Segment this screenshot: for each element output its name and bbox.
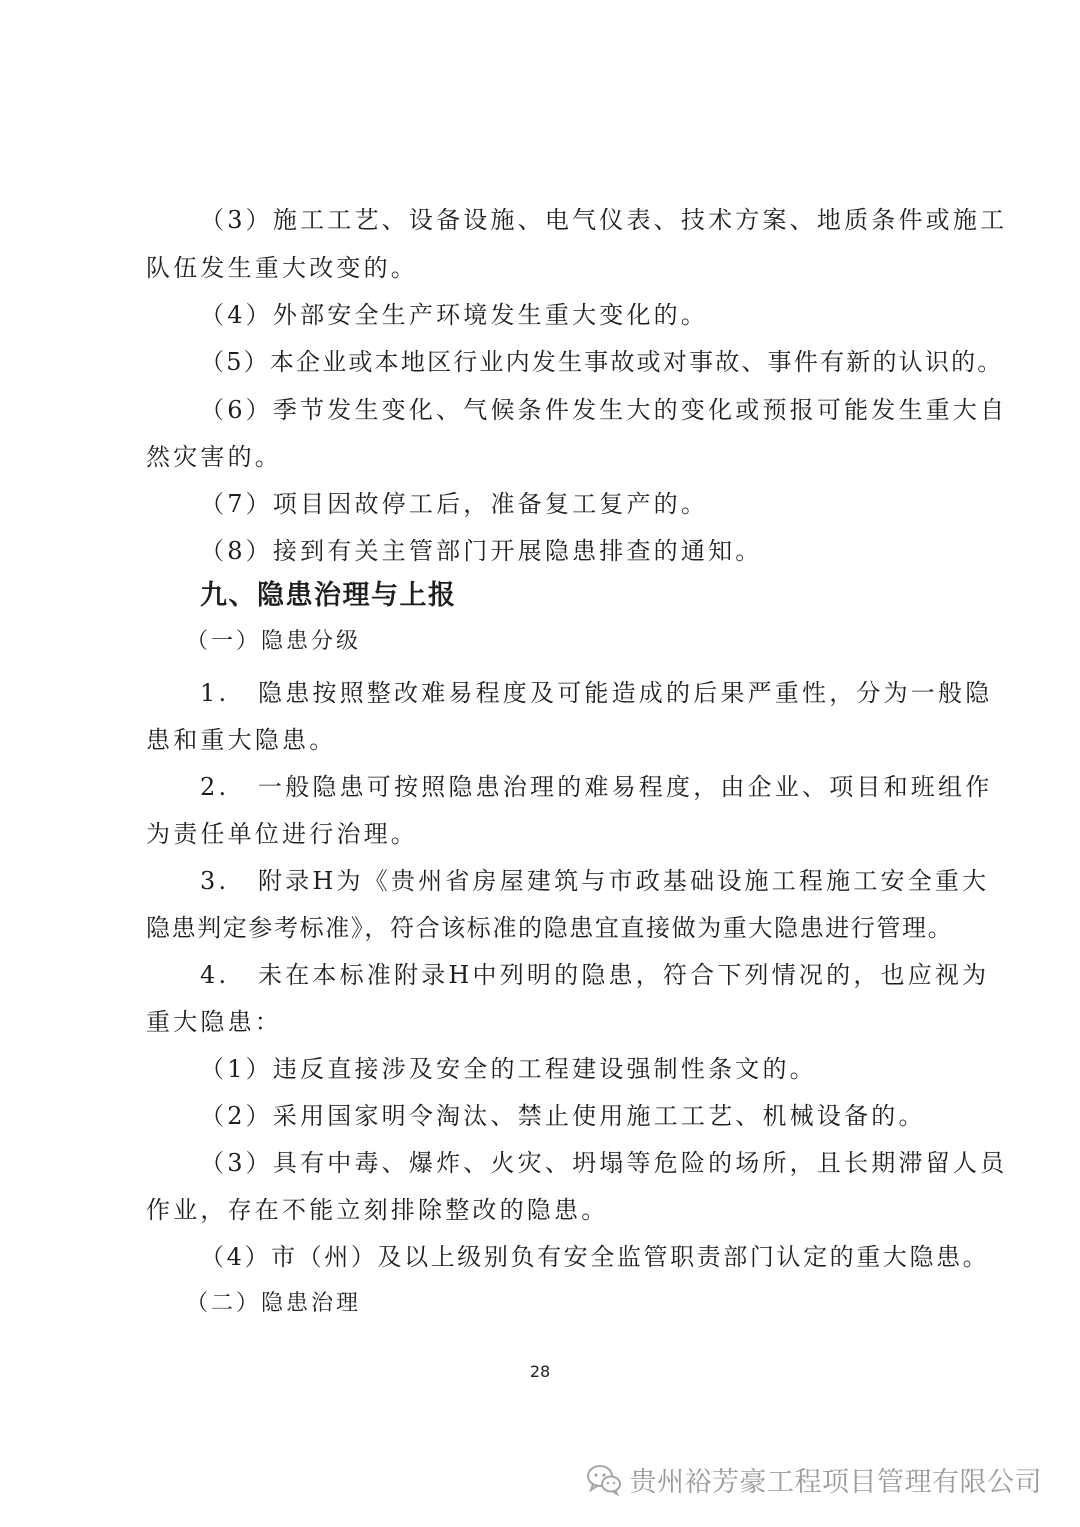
- page-number: 28: [529, 1362, 551, 1381]
- item-number: 4.: [200, 961, 230, 989]
- item-number: 3.: [200, 867, 230, 895]
- watermark: [586, 1460, 1043, 1499]
- item-number: 1.: [200, 679, 230, 707]
- paragraph-line: （3）具有中毒、爆炸、火灾、坍塌等危险的场所，且长期滞留人员: [200, 1149, 1008, 1177]
- paragraph-line: 队伍发生重大改变的。: [146, 254, 418, 282]
- paragraph-line: （4）市（州）及以上级别负有安全监管职责部门认定的重大隐患。: [200, 1243, 990, 1271]
- paragraph-line: （2）采用国家明令淘汰、禁止使用施工工艺、机械设备的。: [200, 1102, 926, 1130]
- list-item: [200, 958, 990, 992]
- paragraph-line: 为责任单位进行治理。: [146, 820, 418, 848]
- paragraph-line: 重大隐患：: [146, 1008, 282, 1036]
- watermark-text: 贵州裕芳豪工程项目管理有限公司: [629, 1467, 1042, 1498]
- list-item: [200, 676, 993, 710]
- paragraph-line: （3）施工工艺、设备设施、电气仪表、技术方案、地质条件或施工: [200, 206, 1008, 234]
- wechat-icon: [586, 1464, 622, 1496]
- item-text: 附录H为《贵州省房屋建筑与市政基础设施工程施工安全重大: [258, 867, 990, 895]
- item-number: 2.: [200, 773, 230, 801]
- paragraph-line: 然灾害的。: [146, 443, 282, 471]
- list-item: [200, 864, 990, 898]
- subsection-heading: （二）隐患治理: [186, 1291, 362, 1316]
- paragraph-line: 作业，存在不能立刻排除整改的隐患。: [146, 1196, 609, 1224]
- list-item: [200, 770, 993, 804]
- paragraph-line: 隐患判定参考标准》，符合该标准的隐患宜直接做为重大隐患进行管理。: [146, 914, 954, 942]
- item-text: 未在本标准附录H中列明的隐患，符合下列情况的，也应视为: [258, 961, 990, 989]
- item-text: 隐患按照整改难易程度及可能造成的后果严重性，分为一般隐: [258, 679, 993, 707]
- subsection-heading: （一）隐患分级: [186, 629, 362, 654]
- paragraph-line: （1）违反直接涉及安全的工程建设强制性条文的。: [200, 1055, 817, 1083]
- paragraph-line: （6）季节发生变化、气候条件发生大的变化或预报可能发生重大自: [200, 396, 1008, 424]
- paragraph-line: （8）接到有关主管部门开展隐患排查的通知。: [200, 537, 763, 565]
- section-heading: 九、隐患治理与上报: [200, 580, 457, 611]
- paragraph-line: （4）外部安全生产环境发生重大变化的。: [200, 301, 709, 329]
- item-text: 一般隐患可按照隐患治理的难易程度，由企业、项目和班组作: [258, 773, 993, 801]
- paragraph-line: （5）本企业或本地区行业内发生事故或对事故、事件有新的认识的。: [200, 348, 1004, 376]
- paragraph-line: （7）项目因故停工后，准备复工复产的。: [200, 490, 709, 518]
- paragraph-line: 患和重大隐患。: [146, 726, 337, 754]
